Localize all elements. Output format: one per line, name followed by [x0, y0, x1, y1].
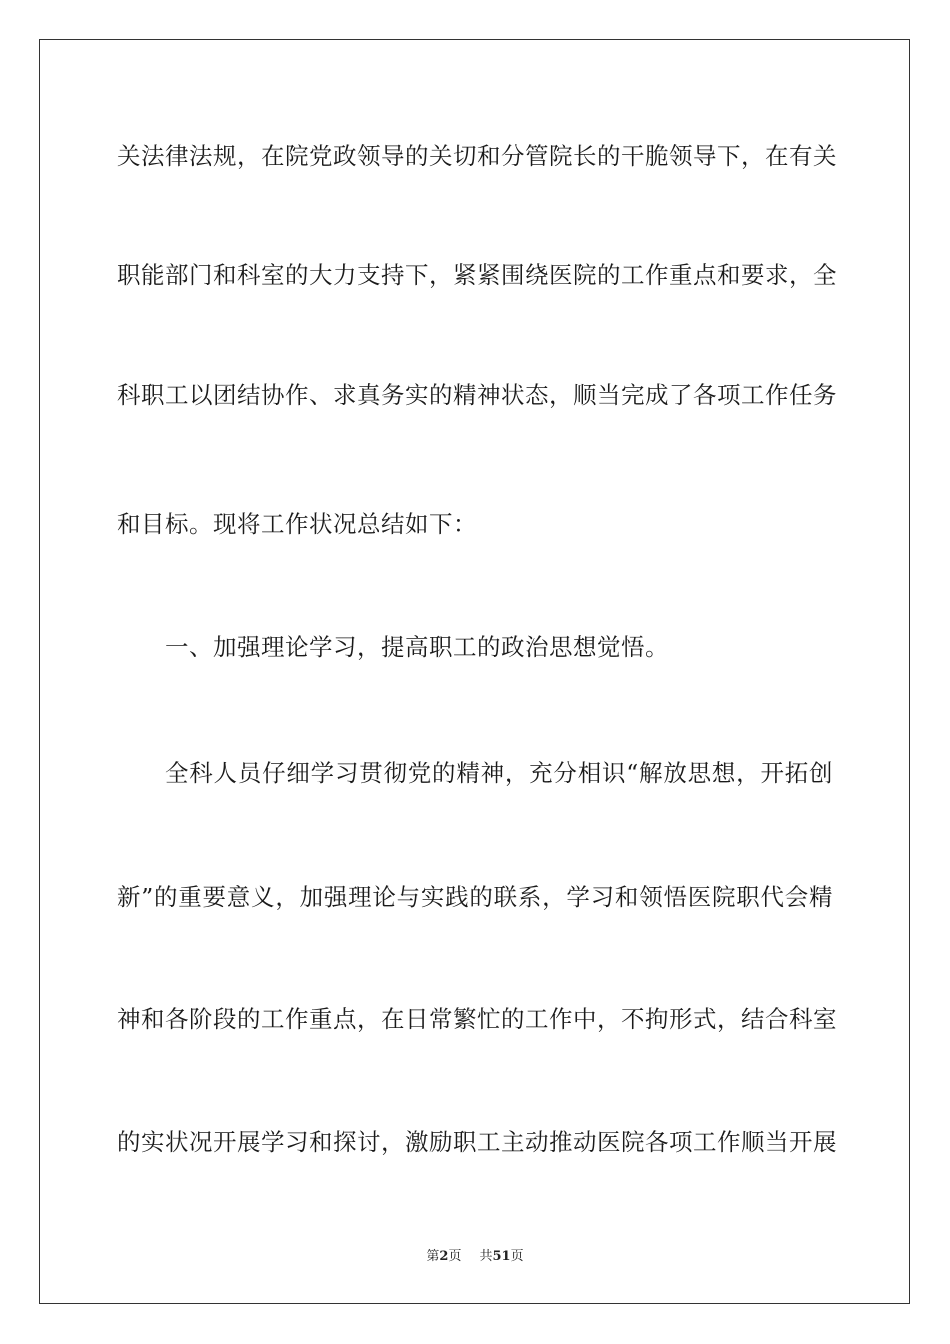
- page-number: 2: [439, 1249, 449, 1264]
- body-text-line: 神和各阶段的工作重点，在日常繁忙的工作中，不拘形式，结合科室: [117, 1005, 837, 1033]
- body-text-line: 的实状况开展学习和探讨，激励职工主动推动医院各项工作顺当开展: [117, 1128, 837, 1156]
- page-suffix: 页: [448, 1249, 462, 1264]
- body-text-line: 职能部门和科室的大力支持下，紧紧围绕医院的工作重点和要求，全: [117, 261, 837, 289]
- body-text-line: 和目标。现将工作状况总结如下：: [117, 510, 477, 538]
- body-text-line: 关法律法规，在院党政领导的关切和分管院长的干脆领导下，在有关: [117, 142, 837, 170]
- page-prefix: 第: [426, 1249, 440, 1264]
- body-text-line: 新”的重要意义，加强理论与实践的联系，学习和领悟医院职代会精: [117, 883, 833, 911]
- page-border: [39, 39, 910, 1304]
- total-suffix: 页: [510, 1249, 524, 1264]
- paragraph-first-line: 全科人员仔细学习贯彻党的精神，充分相识“解放思想，开拓创: [165, 759, 833, 787]
- total-pages: 51: [492, 1249, 511, 1264]
- section-heading: 一、加强理论学习，提高职工的政治思想觉悟。: [165, 633, 669, 661]
- total-prefix: 共: [479, 1249, 493, 1264]
- page-footer: [0, 1249, 950, 1265]
- body-text-line: 科职工以团结协作、求真务实的精神状态，顺当完成了各项工作任务: [117, 381, 837, 409]
